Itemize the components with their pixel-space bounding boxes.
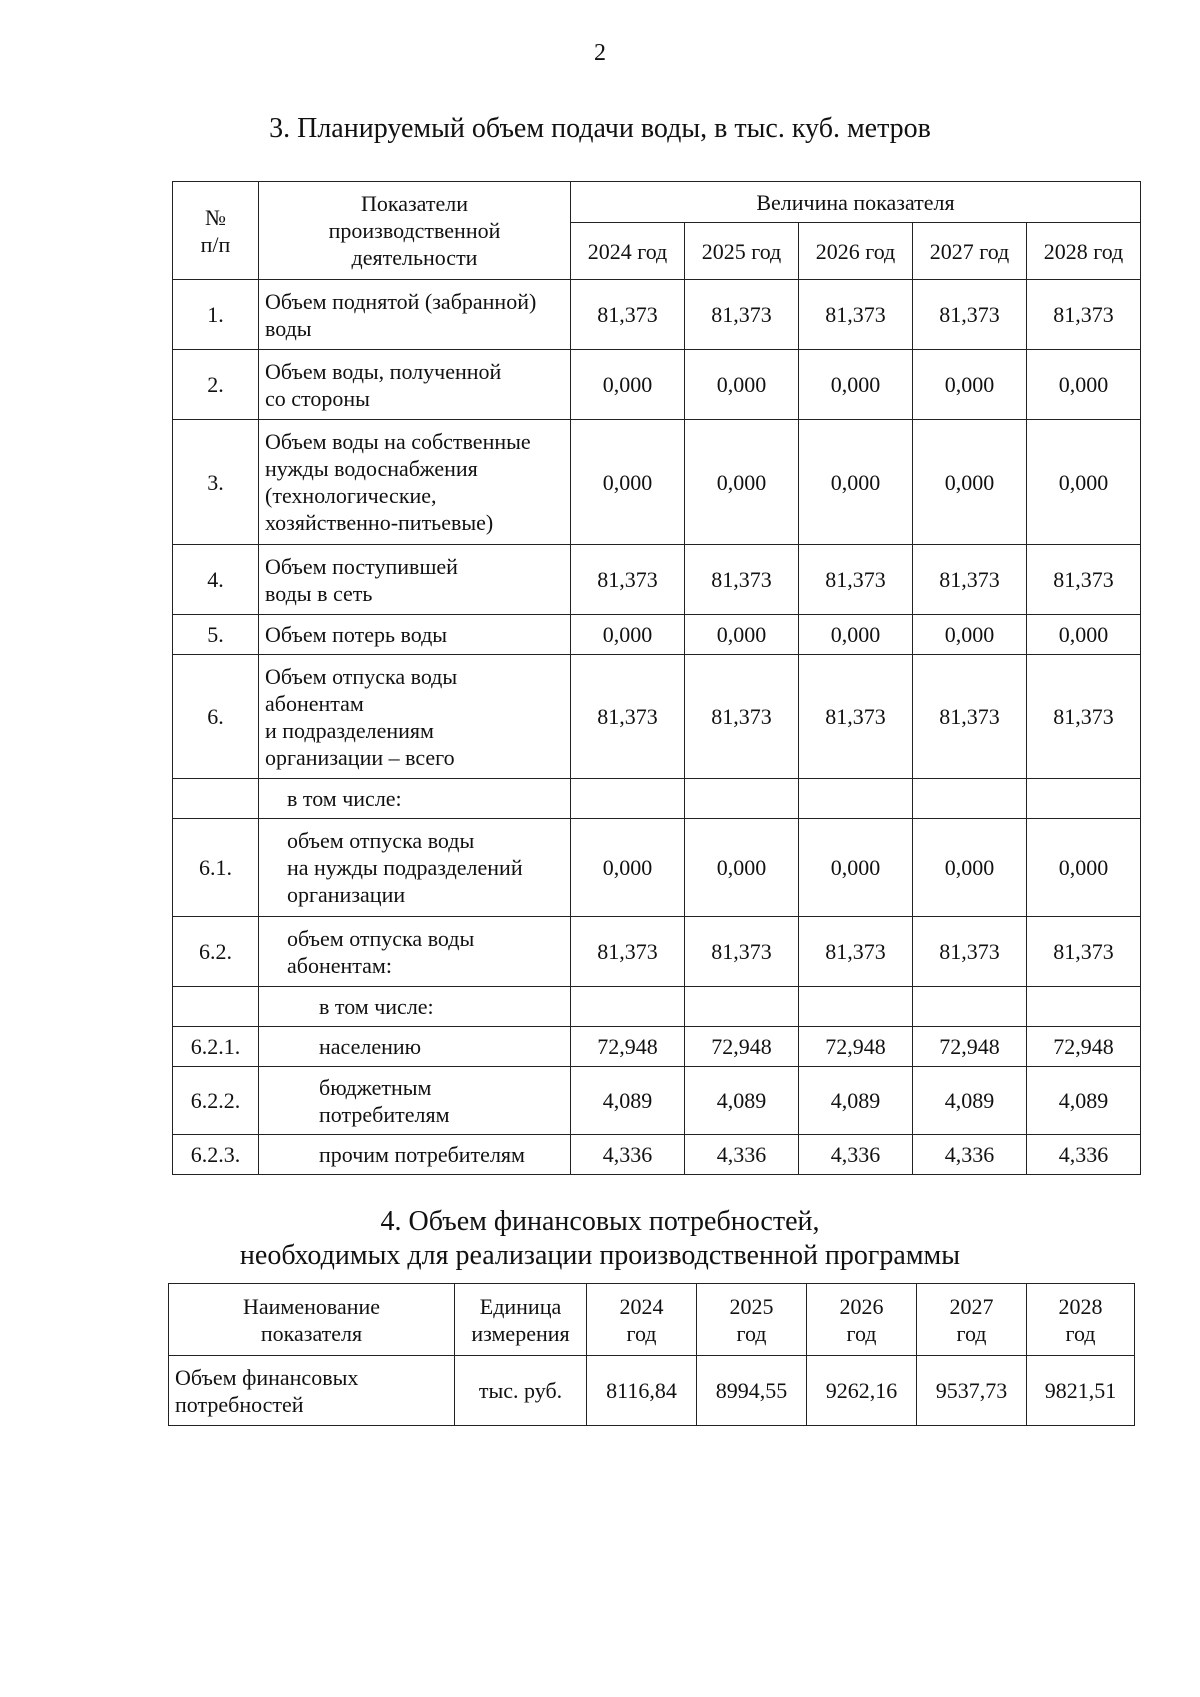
financial-needs-table bbox=[168, 1283, 1135, 1426]
row-value: 81,373 bbox=[1027, 917, 1141, 987]
row-number: 1. bbox=[173, 280, 259, 350]
row-indicator: Объем воды, полученной со стороны bbox=[259, 350, 571, 420]
row-value: 81,373 bbox=[1027, 545, 1141, 615]
row-number: 6.2.2. bbox=[173, 1067, 259, 1135]
row-value: 8994,55 bbox=[697, 1356, 807, 1426]
header-indicator: Показатели производственной деятельности bbox=[259, 182, 571, 280]
row-value: 81,373 bbox=[913, 545, 1027, 615]
row-value: 0,000 bbox=[799, 350, 913, 420]
table-row bbox=[173, 1135, 1141, 1175]
row-indicator: Объем отпуска воды абонентам и подразделениям организации – всего bbox=[259, 655, 571, 779]
row-value: 81,373 bbox=[685, 655, 799, 779]
row-value: 0,000 bbox=[799, 819, 913, 917]
row-value: 81,373 bbox=[799, 545, 913, 615]
header-unit: Единица измерения bbox=[455, 1284, 587, 1356]
row-indicator: Объем поднятой (забранной) воды bbox=[259, 280, 571, 350]
row-value: 72,948 bbox=[1027, 1027, 1141, 1067]
row-value: 0,000 bbox=[913, 350, 1027, 420]
table-row bbox=[173, 779, 1141, 819]
row-number: 6.1. bbox=[173, 819, 259, 917]
row-value: 4,089 bbox=[685, 1067, 799, 1135]
row-value: 81,373 bbox=[913, 917, 1027, 987]
row-value: 81,373 bbox=[685, 917, 799, 987]
row-value: 81,373 bbox=[913, 280, 1027, 350]
row-indicator: Объем воды на собственные нужды водоснабжения (технологические, хозяйственно-питьевые) bbox=[259, 420, 571, 545]
row-number bbox=[173, 779, 259, 819]
header-num: № п/п bbox=[173, 182, 259, 280]
row-value: 0,000 bbox=[1027, 819, 1141, 917]
header-year: 2026 год bbox=[807, 1284, 917, 1356]
row-number: 5. bbox=[173, 615, 259, 655]
row-value: 81,373 bbox=[799, 655, 913, 779]
row-value: 4,336 bbox=[685, 1135, 799, 1175]
row-value: 9262,16 bbox=[807, 1356, 917, 1426]
row-value: 81,373 bbox=[913, 655, 1027, 779]
row-value bbox=[571, 779, 685, 819]
page-number: 2 bbox=[594, 40, 606, 66]
row-value: 81,373 bbox=[571, 280, 685, 350]
header-value: Величина показателя bbox=[571, 182, 1141, 223]
row-value: 0,000 bbox=[1027, 420, 1141, 545]
row-value bbox=[1027, 987, 1141, 1027]
row-value: 0,000 bbox=[685, 819, 799, 917]
row-value: 4,336 bbox=[913, 1135, 1027, 1175]
row-indicator: в том числе: bbox=[259, 987, 571, 1027]
row-value: 81,373 bbox=[1027, 280, 1141, 350]
water-supply-table-body bbox=[173, 280, 1141, 1175]
row-value: 72,948 bbox=[913, 1027, 1027, 1067]
row-value: 0,000 bbox=[685, 615, 799, 655]
row-value: 4,089 bbox=[571, 1067, 685, 1135]
row-value: 81,373 bbox=[685, 280, 799, 350]
row-number bbox=[173, 987, 259, 1027]
row-indicator: Объем поступившей воды в сеть bbox=[259, 545, 571, 615]
row-value: 72,948 bbox=[685, 1027, 799, 1067]
row-value: 9821,51 bbox=[1027, 1356, 1135, 1426]
row-value: 81,373 bbox=[685, 545, 799, 615]
row-number: 4. bbox=[173, 545, 259, 615]
row-value: 0,000 bbox=[685, 350, 799, 420]
row-value bbox=[685, 987, 799, 1027]
section-3-title: 3. Планируемый объем подачи воды, в тыс. куб. метров bbox=[269, 113, 931, 144]
row-value: 81,373 bbox=[799, 917, 913, 987]
row-value: 0,000 bbox=[913, 420, 1027, 545]
row-value: 0,000 bbox=[799, 420, 913, 545]
row-value: 4,089 bbox=[1027, 1067, 1141, 1135]
table-row bbox=[173, 280, 1141, 350]
header-year: 2026 год bbox=[799, 223, 913, 280]
row-value: 9537,73 bbox=[917, 1356, 1027, 1426]
header-year: 2028 год bbox=[1027, 1284, 1135, 1356]
row-value: 0,000 bbox=[799, 615, 913, 655]
table-row bbox=[173, 655, 1141, 779]
header-year: 2024 год bbox=[571, 223, 685, 280]
row-value: 0,000 bbox=[1027, 615, 1141, 655]
row-number: 6.2.1. bbox=[173, 1027, 259, 1067]
row-value bbox=[799, 987, 913, 1027]
row-value: 0,000 bbox=[571, 615, 685, 655]
row-number: 3. bbox=[173, 420, 259, 545]
row-value: 4,336 bbox=[571, 1135, 685, 1175]
row-value bbox=[1027, 779, 1141, 819]
header-year: 2027 год bbox=[913, 223, 1027, 280]
row-value: 0,000 bbox=[571, 420, 685, 545]
table-row bbox=[173, 1067, 1141, 1135]
row-value bbox=[913, 779, 1027, 819]
row-number: 6.2. bbox=[173, 917, 259, 987]
table-row bbox=[173, 545, 1141, 615]
row-value bbox=[571, 987, 685, 1027]
row-indicator: объем отпуска воды на нужды подразделений организации bbox=[259, 819, 571, 917]
row-value: 4,089 bbox=[799, 1067, 913, 1135]
row-indicator: населению bbox=[259, 1027, 571, 1067]
header-year: 2025 год bbox=[697, 1284, 807, 1356]
row-value: 4,336 bbox=[1027, 1135, 1141, 1175]
table-row bbox=[173, 987, 1141, 1027]
header-year: 2027 год bbox=[917, 1284, 1027, 1356]
row-name: Объем финансовых потребностей bbox=[169, 1356, 455, 1426]
row-value: 0,000 bbox=[571, 819, 685, 917]
row-value: 81,373 bbox=[1027, 655, 1141, 779]
table-row bbox=[173, 1027, 1141, 1067]
row-value bbox=[799, 779, 913, 819]
row-indicator: бюджетным потребителям bbox=[259, 1067, 571, 1135]
header-year: 2025 год bbox=[685, 223, 799, 280]
row-unit: тыс. руб. bbox=[455, 1356, 587, 1426]
row-indicator: прочим потребителям bbox=[259, 1135, 571, 1175]
header-year: 2028 год bbox=[1027, 223, 1141, 280]
row-value: 0,000 bbox=[1027, 350, 1141, 420]
table-row bbox=[173, 819, 1141, 917]
row-indicator: Объем потерь воды bbox=[259, 615, 571, 655]
row-value: 0,000 bbox=[913, 819, 1027, 917]
table-row bbox=[173, 615, 1141, 655]
table-row bbox=[173, 917, 1141, 987]
row-value: 81,373 bbox=[571, 545, 685, 615]
row-value: 81,373 bbox=[571, 655, 685, 779]
row-value: 72,948 bbox=[799, 1027, 913, 1067]
row-value: 4,336 bbox=[799, 1135, 913, 1175]
table-row bbox=[173, 350, 1141, 420]
row-value: 0,000 bbox=[571, 350, 685, 420]
table-row bbox=[169, 1356, 1135, 1426]
row-value: 0,000 bbox=[685, 420, 799, 545]
header-year: 2024 год bbox=[587, 1284, 697, 1356]
water-supply-table bbox=[172, 181, 1141, 1175]
row-number: 6.2.3. bbox=[173, 1135, 259, 1175]
row-value: 8116,84 bbox=[587, 1356, 697, 1426]
row-indicator: в том числе: bbox=[259, 779, 571, 819]
row-value: 4,089 bbox=[913, 1067, 1027, 1135]
row-value: 81,373 bbox=[571, 917, 685, 987]
row-value bbox=[685, 779, 799, 819]
row-number: 6. bbox=[173, 655, 259, 779]
header-name: Наименование показателя bbox=[169, 1284, 455, 1356]
row-value: 72,948 bbox=[571, 1027, 685, 1067]
row-indicator: объем отпуска воды абонентам: bbox=[259, 917, 571, 987]
section-4-title: 4. Объем финансовых потребностей, необходимых для реализации производственной программы bbox=[239, 1206, 961, 1271]
table-row bbox=[173, 420, 1141, 545]
row-number: 2. bbox=[173, 350, 259, 420]
row-value bbox=[913, 987, 1027, 1027]
row-value: 0,000 bbox=[913, 615, 1027, 655]
row-value: 81,373 bbox=[799, 280, 913, 350]
